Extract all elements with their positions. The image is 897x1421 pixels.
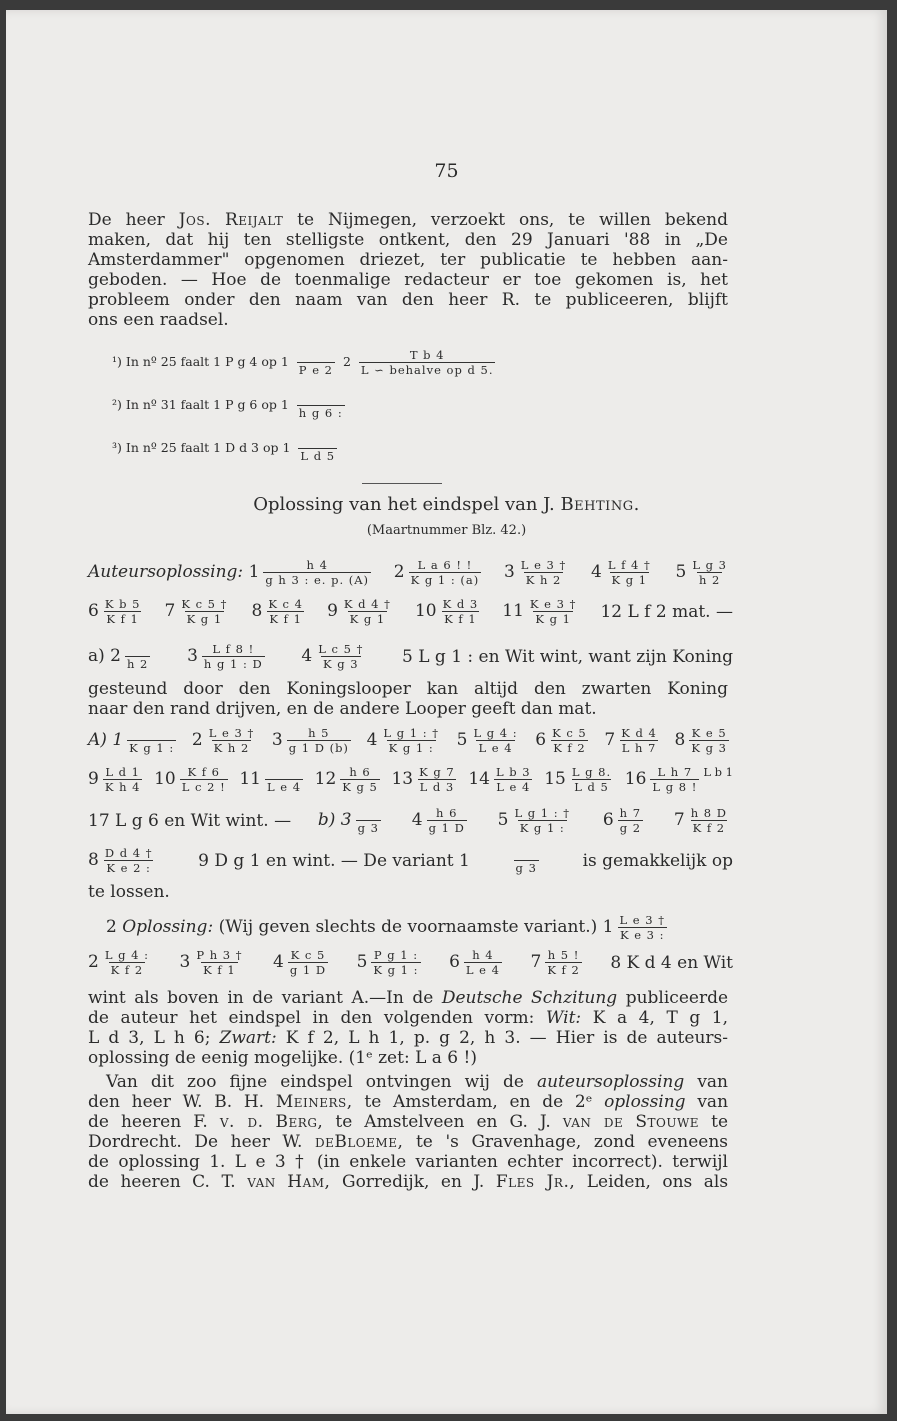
second-solution-row: 2 $\frac{\text{L g 4 :}}{\text{K f 2}}$ 3 $\frac{\text{P h 3 †}}{\text{K f 1}}$ 4 $\frac{\text{K c 5}}{g 1 D}$ 5 $\frac{\text{P g 1 :}}{\text{K g 1 :}}$ 6 $\frac{h 4}{\text{L e 4}}$ 7 $\frac{h 5 !}{\text{K f 2}}$ 8 K d 4 en Wit bbox=[88, 948, 733, 977]
closing-line-3: de heeren F. v. d. Berg, te Amstelveen en G. J. van de Stouwe te bbox=[88, 1112, 729, 1132]
footnote-1: ¹) In nº 25 faalt 1 P g 4 op 1 P e 2 2 $\frac{\text{T b 4}}{\text{L ∽ behalve op d 5.}}$ bbox=[112, 348, 494, 377]
intro-line-1: De heer Jos. Reijalt te Nijmegen, verzoekt ons, te willen bekend bbox=[88, 210, 728, 230]
auteur-line-4: gesteund door den Koningslooper kan altijd den zwarten Koning bbox=[88, 679, 728, 699]
variant-a-line-5: te lossen. bbox=[88, 882, 170, 902]
second-line-2: de auteur het eindspel in den volgenden vorm: Wit: K a 4, T g 1, bbox=[88, 1008, 729, 1028]
closing-line-4: Dordrecht. De heer W. deBloeme, te 's Gravenhage, zond eveneens bbox=[88, 1132, 729, 1152]
section-divider bbox=[362, 483, 442, 484]
variant-a-row-2: 9 $\frac{\text{L d 1}}{\text{K h 4}}$ 10 $\frac{\text{K f 6}}{\text{L c 2 !}}$ 11 L e 4 12 $\frac{h 6}{\text{K g 5}}$ 13 $\frac{\text{K g 7}}{\text{L d 3}}$ 14 $\frac{\text{L b 3}}{\text{L e 4}}$ 15 $\frac{\text{L g 8.}}{\text{L d 5}}$ 16 $\frac{\text{L h 7}}{\text{L g 8 !}}$ $^{L b 1}$ bbox=[88, 765, 733, 794]
footnote-3: ³) In nº 25 faalt 1 D d 3 op 1 L d 5 bbox=[112, 440, 336, 463]
closing-line-5: de oplossing 1. L e 3 † (in enkele varianten echter incorrect). terwijl bbox=[88, 1152, 728, 1172]
auteur-row-1: Auteursoplossing: 1 $\frac{h 4}{\text{g h 3 : e. p. (A)}}$ 2 $\frac{\text{L a 6 ! !}}{\text{K g 1 : (a)}}$ 3 $\frac{\text{L e 3 †}}{\text{K h 2}}$ 4 $\frac{\text{L f 4 †}}{\text{K g 1}}$ 5 $\frac{\text{L g 3}}{h 2}$ bbox=[88, 558, 727, 587]
closing-line-2: den heer W. B. H. Meiners, te Amsterdam, en de 2ᵉ oplossing van bbox=[88, 1092, 729, 1112]
page-number: 75 bbox=[434, 160, 459, 182]
auteur-row-2: 6 $\frac{\text{K b 5}}{\text{K f 1}}$ 7 $\frac{\text{K c 5 †}}{\text{K g 1}}$ 8 $\frac{\text{K c 4}}{\text{K f 1}}$ 9 $\frac{\text{K d 4 †}}{\text{K g 1}}$ 10 $\frac{\text{K d 3}}{\text{K f 1}}$ 11 $\frac{\text{K e 3 †}}{\text{K g 1}}$ 12 L f 2 mat. — bbox=[88, 597, 733, 626]
second-line-4: oplossing de eenig mogelijke. (1ᵉ zet: L a 6 !) bbox=[88, 1048, 477, 1068]
footnote-2: ²) In nº 31 faalt 1 P g 6 op 1 h g 6 : bbox=[112, 397, 343, 420]
auteur-row-3: a) 2 h 2 3 $\frac{\text{L f 8 !}}{\text{h g 1 : D}}$ 4 $\frac{\text{L c 5 †}}{\text{K g 3}}$ 5 L g 1 : en Wit wint, want zijn Koning bbox=[88, 642, 733, 671]
second-line-1: wint als boven in de variant A.—In de Deutsche Schzitung publiceerde bbox=[88, 988, 729, 1008]
closing-line-6: de heeren C. T. van Ham, Gorredijk, en J. Fles Jr., Leiden, ons als bbox=[88, 1172, 729, 1192]
variant-a-row-3: 17 L g 6 en Wit wint. — b) 3 g 3 4 $\frac{h 6}{g 1 D}$ 5 $\frac{\text{L g 1 : †}}{\text{K g 1 :}}$ 6 $\frac{h 7}{g 2}$ 7 $\frac{h 8 D}{\text{K f 2}}$ bbox=[88, 806, 727, 835]
closing-line-1: Van dit zoo fijne eindspel ontvingen wij de auteursoplossing van bbox=[106, 1072, 729, 1092]
intro-line-6: ons een raadsel. bbox=[88, 310, 229, 330]
variant-a-row-4: 8 $\frac{\text{D d 4 †}}{\text{K e 2 :}}$ 9 D g 1 en wint. — De variant 1 g 3 is gemakkelijk op bbox=[88, 846, 733, 875]
intro-line-5: probleem onder den naam van den heer R. te publiceeren, blijft bbox=[88, 290, 728, 310]
solution-subheading: (Maartnummer Blz. 42.) bbox=[366, 523, 527, 538]
solution-heading: Oplossing van het eindspel van J. Behting. bbox=[253, 494, 640, 515]
second-solution-intro: 2 Oplossing: (Wij geven slechts de voornaamste variant.) 1 $\frac{\text{L e 3 †}}{\text{K e 3 :}}$ bbox=[106, 913, 665, 942]
variant-a-row-1: A) 1 K g 1 : 2 $\frac{\text{L e 3 †}}{\text{K h 2}}$ 3 $\frac{h 5}{g 1 D (b)}$ 4 $\frac{\text{L g 1 : †}}{\text{K g 1 :}}$ 5 $\frac{\text{L g 4 :}}{\text{L e 4}}$ 6 $\frac{\text{K c 5}}{\text{K f 2}}$ 7 $\frac{\text{K d 4}}{\text{L h 7}}$ 8 $\frac{\text{K e 5}}{\text{K g 3}}$ bbox=[88, 726, 727, 755]
auteur-line-5: naar den rand drijven, en de andere Looper geeft dan mat. bbox=[88, 699, 597, 719]
intro-line-4: geboden. — Hoe de toenmalige redacteur er toe gekomen is, het bbox=[88, 270, 728, 290]
second-line-3: L d 3, L h 6; Zwart: K f 2, L h 1, p. g 2, h 3. — Hier is de auteurs- bbox=[88, 1028, 728, 1048]
intro-line-2: maken, dat hij ten stelligste ontkent, den 29 Januari '88 in „De bbox=[88, 230, 728, 250]
intro-line-3: Amsterdammer" opgenomen driezet, ter publicatie te hebben aan- bbox=[88, 250, 728, 270]
book-page bbox=[6, 10, 887, 1414]
